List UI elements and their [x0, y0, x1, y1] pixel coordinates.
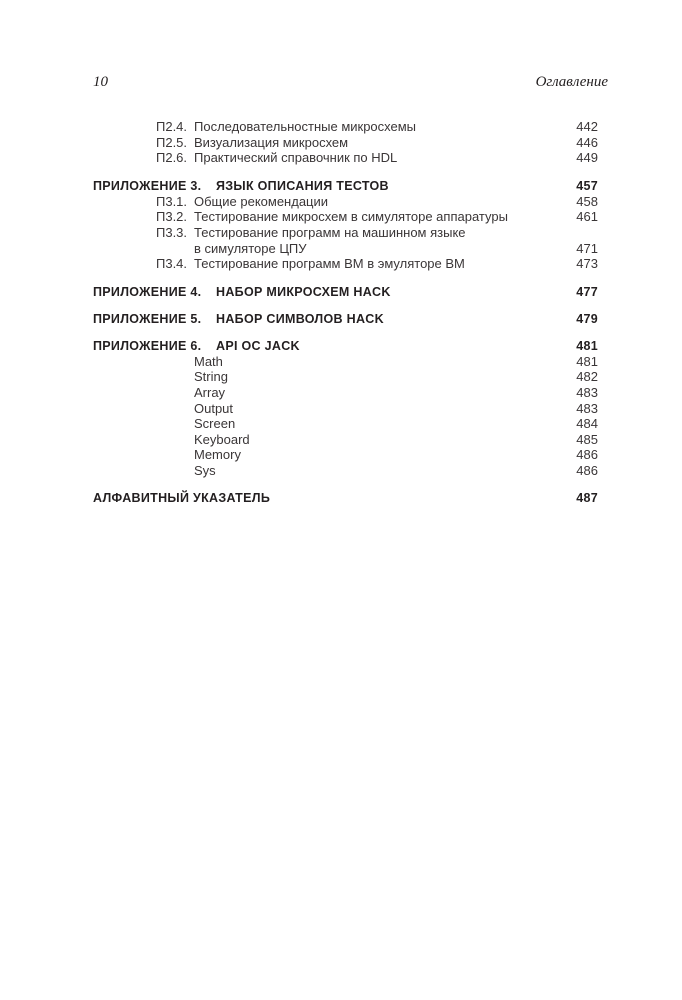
section-title: Sys — [194, 462, 216, 478]
page-number: 10 — [93, 74, 108, 90]
section-title: Math — [194, 353, 223, 369]
section-title-line: Тестирование программ на машинном языке — [194, 224, 466, 240]
page-ref: 484 — [576, 416, 598, 432]
page-ref: 477 — [576, 284, 598, 299]
chapter-label: ПРИЛОЖЕНИЕ 4. — [93, 284, 202, 299]
toc-chapter-app5 — [93, 311, 598, 327]
section-title: Array — [194, 384, 226, 400]
section-title: Практический справочник по HDL — [194, 150, 398, 166]
chapter-title: АЛФАВИТНЫЙ УКАЗАТЕЛЬ — [93, 490, 271, 505]
toc-entry — [93, 150, 598, 166]
page-ref: 458 — [576, 193, 598, 209]
toc-entry — [93, 463, 598, 479]
section-title — [194, 225, 544, 256]
page-ref: 473 — [576, 256, 598, 272]
page-ref: 483 — [576, 400, 598, 416]
toc-entry — [93, 256, 598, 272]
page-ref: 487 — [576, 490, 598, 505]
section-number: П2.4. — [156, 119, 188, 134]
section-number: П3.4. — [156, 256, 188, 272]
chapter-title: ЯЗЫК ОПИСАНИЯ ТЕСТОВ — [216, 178, 389, 193]
page-ref: 461 — [576, 209, 598, 225]
section-title: String — [194, 369, 228, 385]
page-ref: 457 — [576, 178, 598, 193]
toc-entry — [93, 416, 598, 432]
section-title: Визуализация микросхем — [194, 134, 349, 150]
chapter-label: ПРИЛОЖЕНИЕ 5. — [93, 311, 202, 326]
page-ref: 471 — [576, 240, 598, 256]
section-title: Последовательностные микросхемы — [194, 119, 417, 134]
page-ref: 442 — [576, 119, 598, 134]
chapter-label: ПРИЛОЖЕНИЕ 6. — [93, 338, 202, 353]
toc-entry — [93, 209, 598, 225]
toc-entry — [93, 354, 598, 370]
section-title-line: в симуляторе ЦПУ — [194, 240, 307, 256]
page-ref: 446 — [576, 134, 598, 150]
section-title: Output — [194, 400, 234, 416]
toc-entry — [93, 432, 598, 448]
toc-entry — [93, 225, 598, 256]
chapter-label: ПРИЛОЖЕНИЕ 3. — [93, 178, 202, 193]
toc-entry — [93, 369, 598, 385]
page-header — [93, 74, 608, 94]
toc-chapter-index — [93, 490, 598, 506]
page-ref: 483 — [576, 384, 598, 400]
running-title: Оглавление — [535, 74, 608, 90]
chapter-title: API ОС JACK — [216, 338, 300, 353]
section-number: П3.2. — [156, 209, 188, 225]
section-title: Тестирование микросхем в симуляторе аппаратуры — [194, 209, 508, 225]
section-number: П2.5. — [156, 134, 188, 150]
toc-entry — [93, 194, 598, 210]
toc-chapter-app4 — [93, 284, 598, 300]
section-title: Keyboard — [194, 431, 250, 447]
page-ref: 486 — [576, 462, 598, 478]
toc-entry — [93, 447, 598, 463]
section-title: Screen — [194, 416, 236, 432]
page-ref: 481 — [576, 353, 598, 369]
toc-entry — [93, 135, 598, 151]
toc-chapter-app3 — [93, 178, 598, 194]
section-title: Memory — [194, 447, 241, 463]
toc-chapter-app6 — [93, 338, 598, 354]
toc-entry — [93, 119, 598, 135]
page-ref: 485 — [576, 431, 598, 447]
page-ref: 479 — [576, 311, 598, 326]
page-ref: 486 — [576, 447, 598, 463]
section-number: П2.6. — [156, 150, 188, 166]
section-title: Общие рекомендации — [194, 193, 329, 209]
chapter-title: НАБОР СИМВОЛОВ HACK — [216, 311, 384, 326]
chapter-title: НАБОР МИКРОСХЕМ HACK — [216, 284, 391, 299]
toc-entry — [93, 385, 598, 401]
table-of-contents — [93, 119, 598, 506]
page-ref: 481 — [576, 338, 598, 353]
section-title: Тестирование программ ВМ в эмуляторе ВМ — [194, 256, 465, 272]
page-ref: 482 — [576, 369, 598, 385]
page-ref: 449 — [576, 150, 598, 166]
section-number: П3.3. — [156, 224, 188, 240]
section-number: П3.1. — [156, 193, 188, 209]
toc-entry — [93, 401, 598, 417]
